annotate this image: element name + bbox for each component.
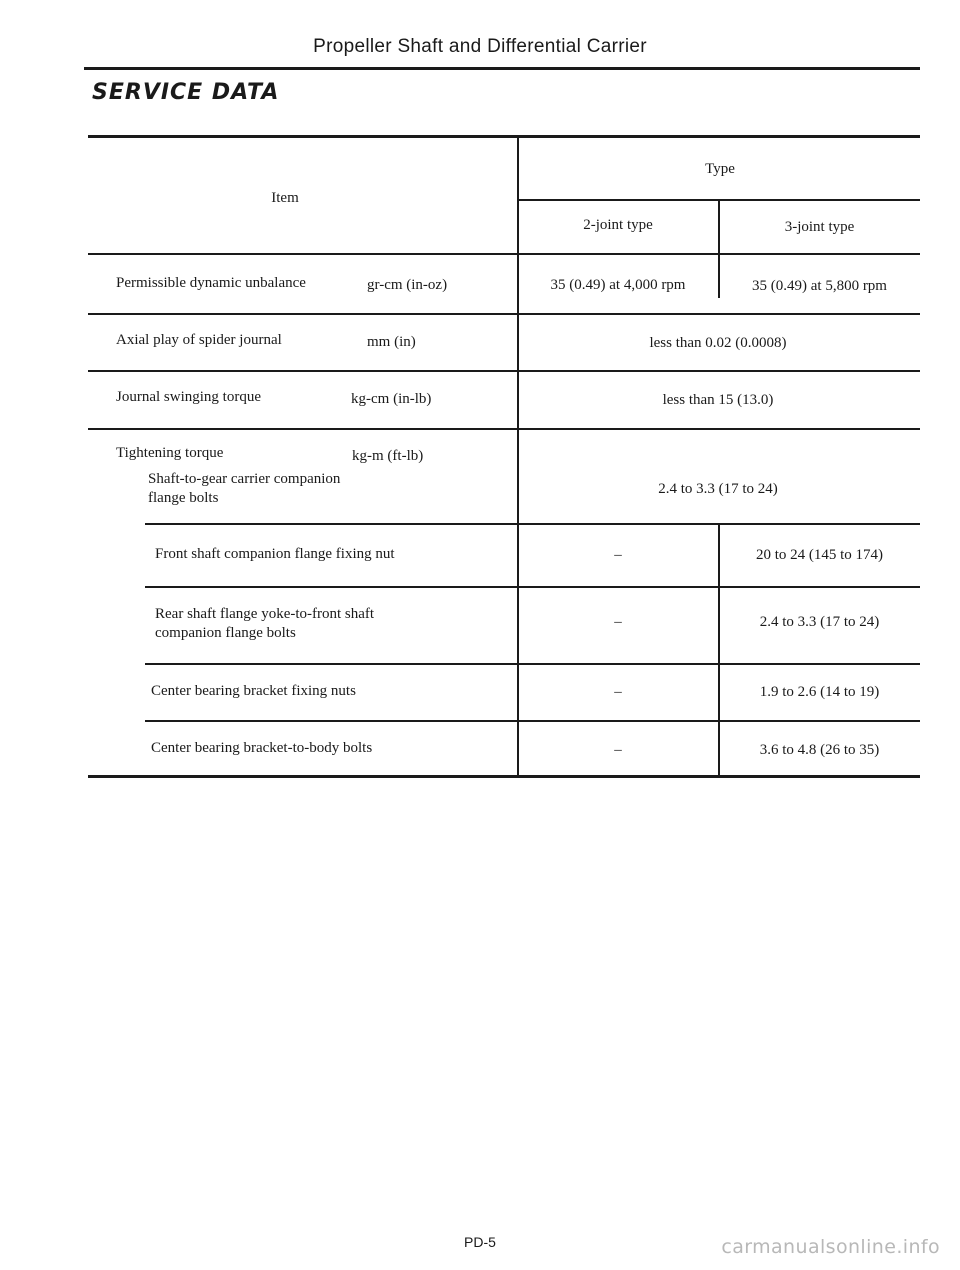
header-bottom-rule [88,253,920,255]
value-3-joint: 20 to 24 (145 to 174) [755,547,884,563]
value-3-joint: 35 (0.49) at 5,800 rpm [752,278,887,294]
value-shared: less than 0.02 (0.0008) [649,335,787,351]
page-number: PD-5 [464,1234,496,1250]
table-top-rule [88,135,920,138]
value-2-joint: – [614,614,622,630]
value-3-joint: 1.9 to 2.6 (14 to 19) [759,684,880,700]
page-header: Propeller Shaft and Differential Carrier [313,36,647,57]
header-rule [84,67,920,70]
value-2-joint: 35 (0.49) at 4,000 rpm [550,277,686,293]
row-item-label: Axial play of spider journal [116,332,282,348]
sub-rule-3 [145,663,920,665]
value-shared: less than 15 (13.0) [662,392,774,408]
row-rule-1 [88,313,920,315]
value-3-joint: 3.6 to 4.8 (26 to 35) [759,742,880,758]
row-item-label: Permissible dynamic unbalance [116,275,306,291]
row-rule-3 [88,428,920,430]
value-2-joint: – [614,547,622,563]
value-3-joint: 2.4 to 3.3 (17 to 24) [759,614,880,630]
row-unit: mm (in) [367,334,416,350]
sub-item-label: Shaft-to-gear carrier companion flange bolts [148,471,341,506]
row-unit: gr-cm (in-oz) [367,277,448,293]
sub-item-label: Center bearing bracket-to-body bolts [151,740,373,756]
sub-item-label: Front shaft companion flange fixing nut [155,546,395,562]
value-2-joint: – [614,742,622,758]
sub-item-label: Rear shaft flange yoke-to-front shaft companion flange bolts [155,606,375,641]
tightening-torque-unit: kg-m (ft-lb) [352,448,424,464]
value-shared: 2.4 to 3.3 (17 to 24) [658,481,778,497]
value-2-joint: – [614,684,622,700]
sub-item-label: Center bearing bracket fixing nuts [151,683,356,699]
watermark: carmanualsonline.info [721,1236,940,1258]
header-item: Item [271,190,299,206]
row-unit: kg-cm (in-lb) [351,391,432,407]
table-bottom-rule [88,775,920,778]
tightening-torque-label: Tightening torque [116,445,224,461]
sub-rule-1 [145,523,920,525]
section-title: SERVICE DATA [92,80,280,105]
sub-rule-2 [145,586,920,588]
header-type: Type [705,161,735,177]
header-2-joint: 2-joint type [583,217,653,233]
header-3-joint: 3-joint type [784,219,855,235]
sub-rule-4 [145,720,920,722]
row-rule-2 [88,370,920,372]
row-item-label: Journal swinging torque [116,389,261,405]
